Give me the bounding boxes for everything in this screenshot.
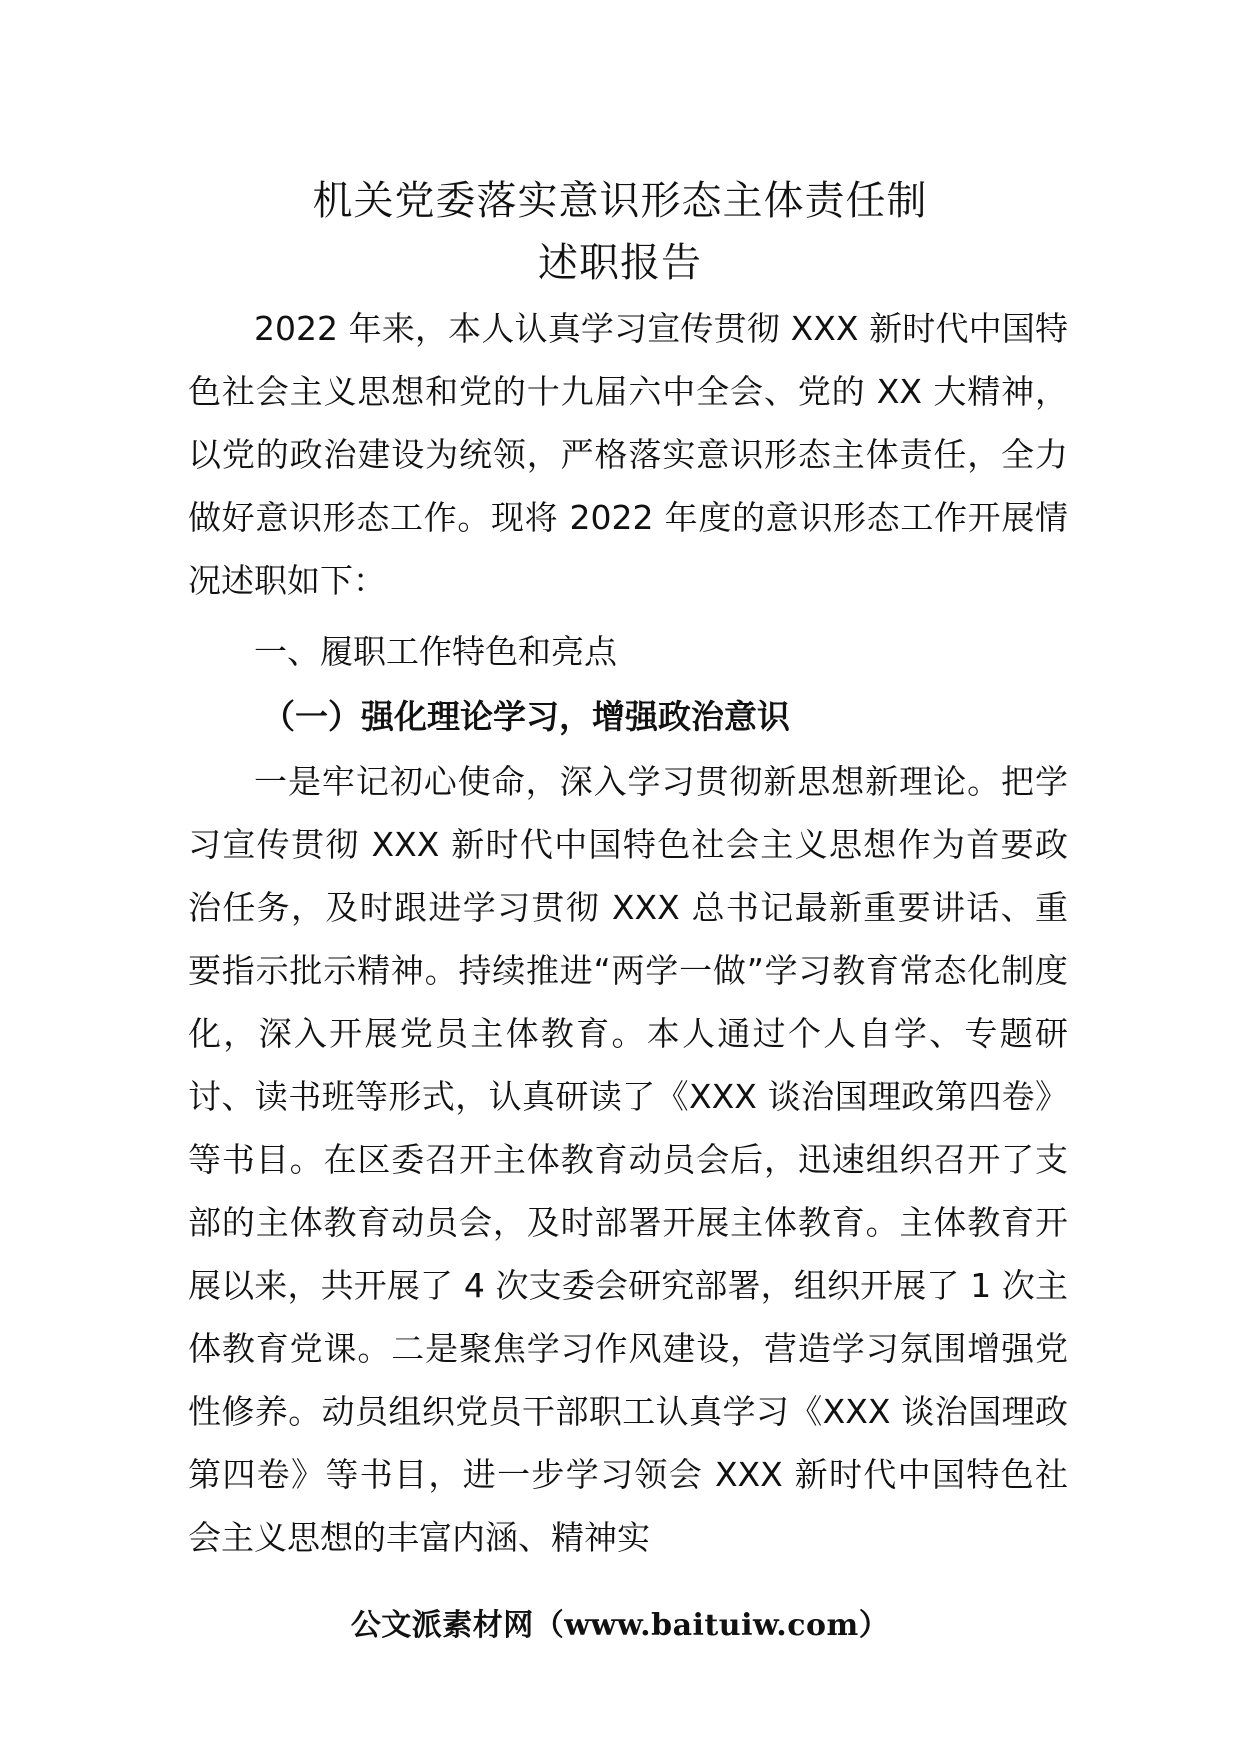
- document-title-line2: 述职报告: [538, 240, 702, 286]
- footer-watermark: 公文派素材网（www.baituiw.com）: [350, 1608, 890, 1643]
- body-paragraph: 一是牢记初心使命，深入学习贯彻新思想新理论。把学习宣传贯彻 XXX 新时代中国特色社会主义思想作为首要政治任务，及时跟进学习贯彻 XXX 总书记最新重要讲话、重要指示批示精神。持续推进“两学一做”学习教育常态化制度化，深入开展党员主体教育。本人通过个人自学、专题研讨、读书班等形式，认真研读了《XXX 谈治国理政第四卷》等书目。在区委召开主体教育动员会后，迅速组织召开了支部的主体教育动员会，及时部署开展主体教育。主体教育开展以来，共开展了 4 次支委会研究部署，组织开展了 1 次主体教育党课。二是聚焦学习作风建设，营造学习氛围增强党性修养。动员组织党员干部职工认真学习《XXX 谈治国理政第四卷》等书目，进一步学习领会 XXX 新时代中国特色社会主义思想的丰富内涵、精神实: [188, 762, 1068, 1557]
- section-heading: 一、履职工作特色和亮点: [254, 632, 617, 671]
- intro-paragraph: 2022 年来，本人认真学习宣传贯彻 XXX 新时代中国特色社会主义思想和党的十九届六中全会、党的 XX 大精神，以党的政治建设为统领，严格落实意识形态主体责任，全力做好意识形态工作。现将 2022 年度的意识形态工作开展情况述职如下：: [188, 309, 1068, 600]
- document-title-line1: 机关党委落实意识形态主体责任制: [312, 178, 928, 224]
- subsection-heading: （一）强化理论学习，增强政治意识: [262, 697, 790, 736]
